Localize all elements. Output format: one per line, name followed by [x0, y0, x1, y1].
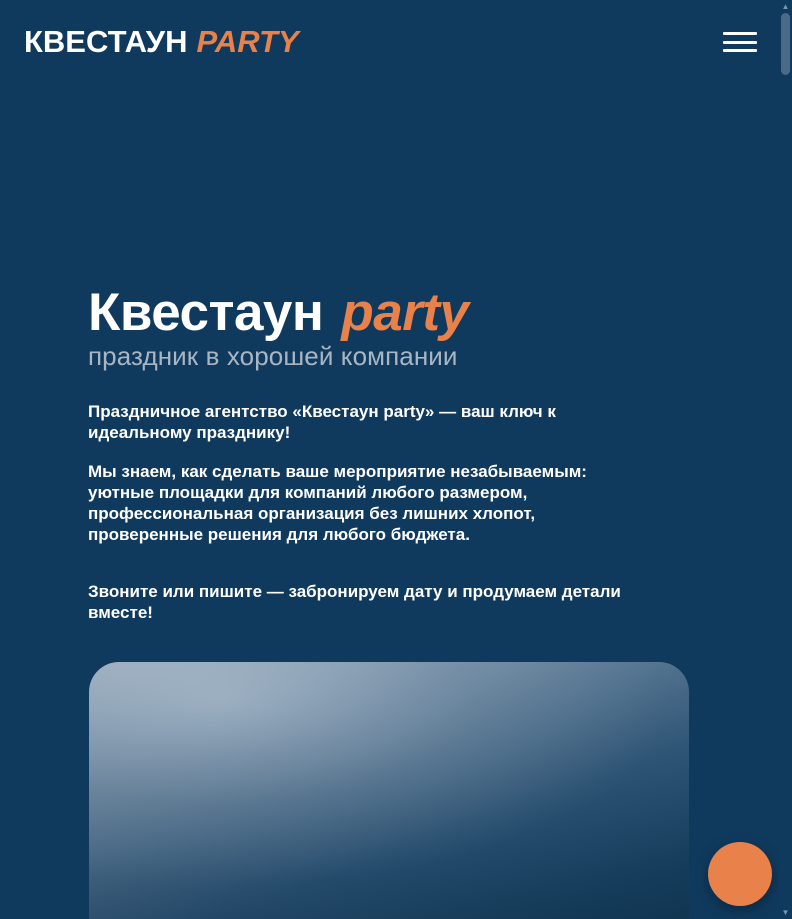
- hero-title-accent: party: [341, 283, 469, 342]
- hero-paragraph-1: Праздничное агентство «Квестаун party» — ваш ключ к идеальному празднику!: [88, 402, 556, 442]
- hamburger-bar-1: [723, 32, 757, 35]
- hero-title: [88, 283, 469, 342]
- hamburger-bar-3: [723, 49, 757, 52]
- hamburger-menu-icon[interactable]: [723, 29, 757, 55]
- scrollbar-thumb[interactable]: [781, 13, 790, 75]
- hero-title-main: Квестаун: [88, 283, 324, 342]
- hamburger-bar-2: [723, 41, 757, 44]
- site-header: [0, 0, 779, 84]
- hero-paragraph-3: Звоните или пишите — забронируем дату и продумаем детали вместе!: [88, 582, 621, 622]
- hero-paragraph-2: Мы знаем, как сделать ваше мероприятие незабываемым: уютные площадки для компаний любого размером, профессиональная организация без лишних хлопот, проверенные решения для любого бюджета.: [88, 462, 587, 544]
- scroll-down-arrow-icon[interactable]: ▼: [781, 907, 790, 917]
- logo-text-main: КВЕСТАУН: [24, 24, 188, 59]
- hero-subtitle: праздник в хорошей компании: [88, 341, 458, 371]
- hero-image-card: [89, 662, 689, 919]
- site-logo[interactable]: [24, 24, 299, 60]
- page-scrollbar[interactable]: [779, 0, 792, 919]
- chat-bubble-icon[interactable]: [708, 842, 772, 906]
- scroll-up-arrow-icon[interactable]: ▲: [781, 1, 790, 11]
- logo-text-accent: PARTY: [196, 24, 299, 59]
